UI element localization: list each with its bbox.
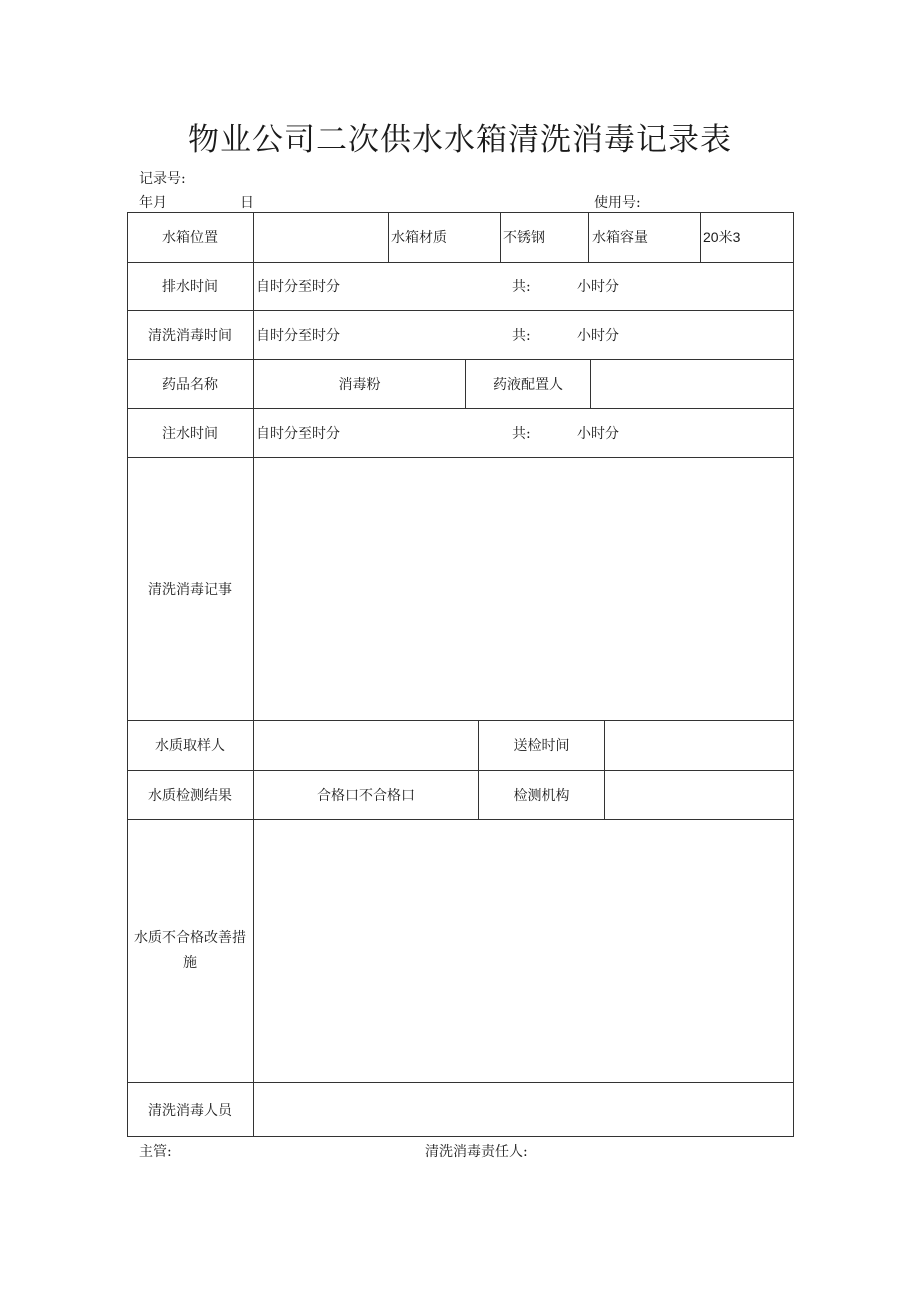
disinfect-total-unit[interactable]: 小时分	[577, 327, 619, 344]
drain-total-label: 共:	[512, 279, 531, 295]
disinfect-staff-label: 清洗消毒人员	[148, 1102, 232, 1119]
solution-preparer-field[interactable]	[591, 359, 793, 408]
chemical-name-label: 药品名称	[162, 376, 218, 393]
improvement-label-line1: 水质不合格改善措	[134, 929, 246, 946]
test-result-label: 水质检测结果	[148, 787, 232, 804]
water-sampler-label: 水质取样人	[155, 738, 225, 754]
year-month-label: 年月	[139, 195, 167, 211]
disinfect-time-range[interactable]: 自时分至时分	[256, 327, 340, 344]
improvement-label	[127, 819, 253, 1082]
tank-location-field[interactable]	[254, 212, 388, 262]
solution-preparer-label: 药液配置人	[493, 376, 563, 393]
table-col-divider	[388, 212, 389, 262]
tank-capacity-value[interactable]: 20米3	[703, 229, 741, 245]
table-col-divider	[500, 212, 501, 262]
disinfect-notes-field[interactable]	[254, 457, 793, 720]
table-col-divider	[588, 212, 589, 262]
usage-no-label: 使用号:	[594, 195, 641, 211]
water-sampler-field[interactable]	[254, 720, 478, 770]
improvement-label-line2: 施	[183, 954, 197, 971]
tank-location-label: 水箱位置	[162, 230, 218, 246]
submit-time-label: 送检时间	[513, 738, 570, 754]
page-title: 物业公司二次供水水箱清洗消毒记录表	[188, 122, 732, 158]
supervisor-label: 主管:	[139, 1144, 172, 1160]
fill-total-label: 共:	[512, 425, 531, 442]
fill-time-label: 注水时间	[162, 425, 218, 442]
tank-material-value[interactable]: 不锈钢	[503, 230, 545, 246]
disinfect-time-label: 清洗消毒时间	[148, 327, 232, 344]
responsible-person-label: 清洗消毒责任人:	[425, 1144, 528, 1160]
disinfect-staff-field[interactable]	[254, 1082, 793, 1137]
fill-total-unit[interactable]: 小时分	[577, 425, 619, 442]
disinfect-total-label: 共:	[512, 327, 531, 344]
day-label: 日	[240, 195, 254, 211]
tank-material-label: 水箱材质	[391, 230, 447, 246]
submit-time-field[interactable]	[605, 720, 793, 770]
drain-total-unit[interactable]: 小时分	[577, 279, 619, 295]
drain-time-range[interactable]: 自时分至时分	[256, 279, 340, 295]
test-agency-label: 检测机构	[513, 787, 570, 804]
drain-time-label: 排水时间	[162, 279, 218, 295]
table-col-divider	[700, 212, 701, 262]
tank-capacity-label: 水箱容量	[592, 230, 648, 246]
disinfect-notes-label: 清洗消毒记事	[148, 581, 232, 598]
chemical-name-value[interactable]: 消毒粉	[338, 376, 381, 393]
record-no-label: 记录号:	[139, 171, 186, 187]
test-agency-field[interactable]	[605, 770, 793, 819]
fill-time-range[interactable]: 自时分至时分	[256, 425, 340, 442]
improvement-field[interactable]	[254, 819, 793, 1082]
test-result-options[interactable]: 合格口不合格口	[317, 787, 415, 804]
